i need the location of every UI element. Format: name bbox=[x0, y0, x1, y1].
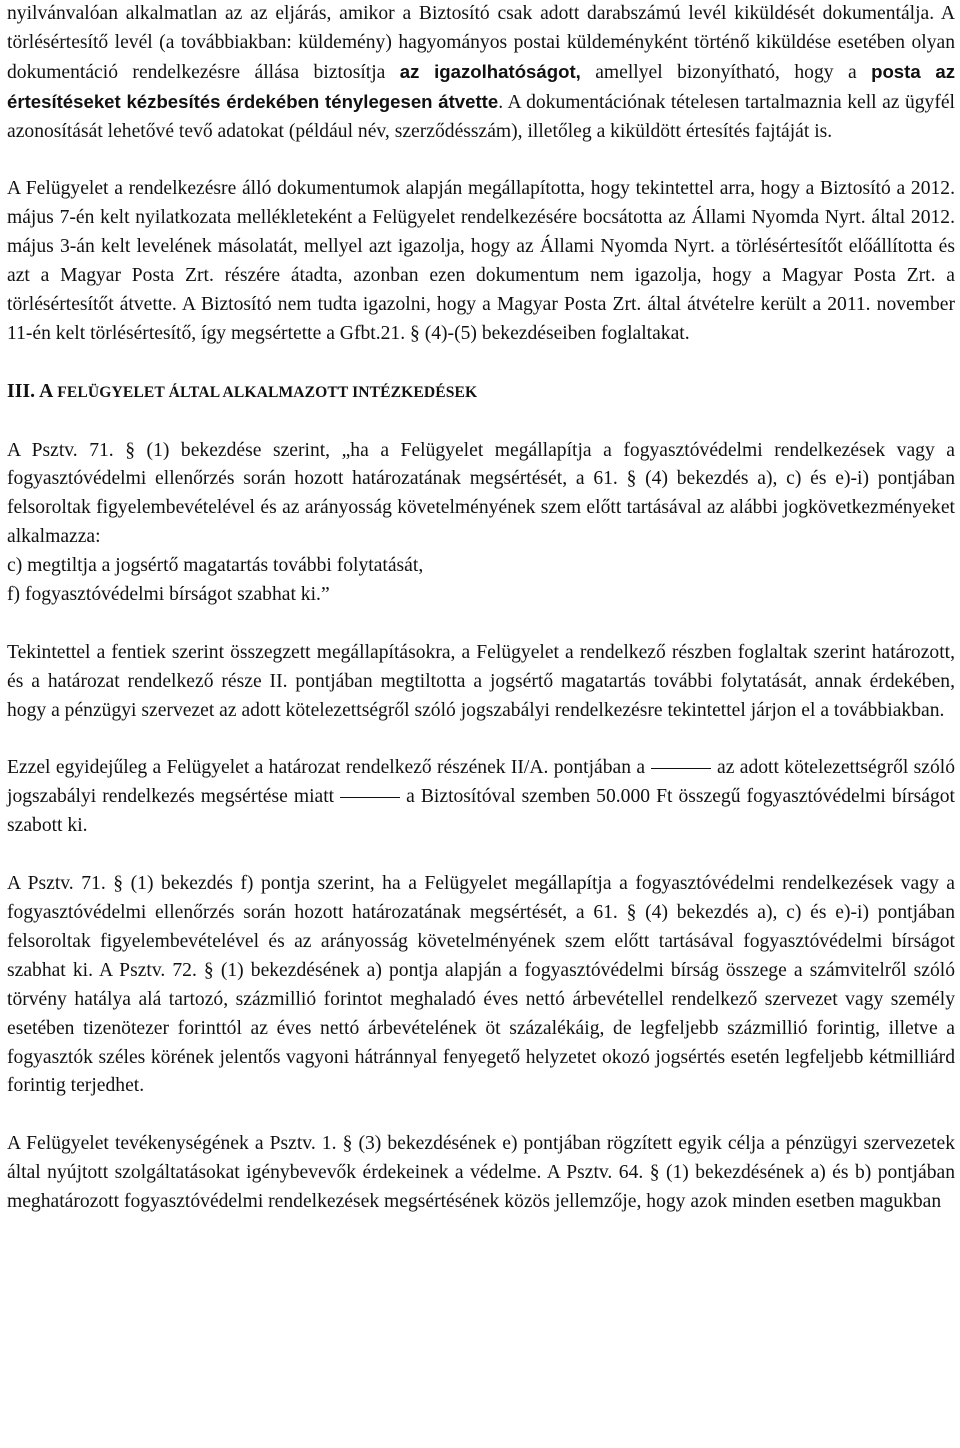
p5-part-c: a Biztosítóval szemben 50.000 Ft összegű fogyasztóvédelmi bírságot szabott ki. bbox=[7, 786, 955, 837]
paragraph-6: A Psztv. 71. § (1) bekezdés f) pontja szerint, ha a Felügyelet megállapítja a fogyasztóvédelmi rendelkezések vagy a fogyasztóvédelmi ellenőrzés során hozott határozatának megsértését, a 61. § (4) bekezdés a), c) és e)-i) pontjában felsoroltak figyelembevételével és az arányosság követelményének szem előtt tartásával fogyasztóvédelmi bírságot szabhat ki. A Psztv. 72. § (1) bekezdésének a) pontja alapján a fogyasztóvédelmi bírság összege a számvitelről szóló törvény hatálya alá tartozó, százmillió forintot meghaladó éves nettó árbevétellel rendelkező szervezet vagy személy esetében tizenötezer forinttól az éves nettó árbevételének öt százalékáig, de legfeljebb százmillió forintig, illetve a fogyasztók széles körének jelentős vagyoni hátránnyal fenyegető helyzetet okozó jogsértés esetén legfeljebb kétmilliárd forintig terjedhet. bbox=[7, 873, 955, 1097]
p1-text-1: nyilvánvalóan alkalmatlan az az eljárás, amikor a Biztosító csak adott darabszámú levél kiküldését dokumentálja. A törlésértesítő levél (a továbbiakban: küldemény) hagyományos postai küldeményként történő kiküldése esetében olyan dokumentáció rendelkezésre állása biztosítja bbox=[7, 3, 955, 83]
paragraph-5 bbox=[7, 754, 955, 841]
heading-title: FELÜGYELET ÁLTAL ALKALMAZOTT INTÉZKEDÉSEK bbox=[57, 383, 478, 401]
em-dash-1 bbox=[651, 768, 711, 769]
document-page bbox=[7, 0, 955, 1217]
p5-part-b: az adott kötelezettségről szóló jogszabályi rendelkezés megsértése miatt bbox=[7, 757, 955, 808]
em-dash-2 bbox=[340, 797, 400, 798]
p1-text-3: . A dokumentációnak tételesen tartalmaznia kell az ügyfél azonosítását lehetővé tevő adatokat (például név, szerződésszám), illetőleg a kiküldött értesítés fajtáját is. bbox=[7, 91, 956, 142]
paragraph-3 bbox=[7, 437, 955, 610]
paragraph-2: A Felügyelet a rendelkezésre álló dokumentumok alapján megállapította, hogy tekintettel arra, hogy a Biztosító a 2012. május 7-én kelt nyilatkozata mellékleteként a Felügyelet rendelkezésére bocsátotta az Állami Nyomda Nyrt. által 2012. május 3-án kelt levelének másolatát, mellyel azt igazolja, hogy az Állami Nyomda Nyrt. a törlésértesítőt előállította és azt a Magyar Posta Zrt. részére átadta, azonban ezen dokumentum nem igazolja, hogy a Magyar Posta Zrt. a törlésértesítőt átvette. A Biztosító nem tudta igazolni, hogy a Magyar Posta Zrt. által átvételre került a 2011. november 11-én kelt törlésértesítő, így megsértette a Gfbt.21. § (4)-(5) bekezdéseiben foglaltakat. bbox=[7, 178, 955, 344]
p3-item-c: c) megtiltja a jogsértő magatartás további folytatását, bbox=[7, 555, 424, 577]
paragraph-1 bbox=[7, 0, 955, 147]
heading-first-letter: A bbox=[39, 380, 53, 402]
p1-bold-1: az igazolhatóságot, bbox=[399, 60, 581, 82]
heading-number: III. bbox=[7, 380, 36, 402]
p3-main: A Psztv. 71. § (1) bekezdése szerint, „ha a Felügyelet megállapítja a fogyasztóvédelmi rendelkezések vagy a fogyasztóvédelmi ellenőrzés során hozott határozatának megsértését, a 61. § (4) bekezdés a), c) és e)-i) pontjában felsoroltak figyelembevételével és az arányosság követelményének szem előtt tartásával az alábbi jogkövetkezményeket alkalmazza: bbox=[7, 439, 955, 548]
p3-item-f: f) fogyasztóvédelmi bírságot szabhat ki.” bbox=[7, 584, 330, 606]
p5-part-a: Ezzel egyidejűleg a Felügyelet a határozat rendelkező részének II/A. pontjában a bbox=[7, 757, 646, 779]
paragraph-4: Tekintettel a fentiek szerint összegzett megállapításokra, a Felügyelet a rendelkező részben foglaltak szerint határozott, és a határozat rendelkező része II. pontjában megtiltotta a jogsértő magatartás további folytatását, annak érdekében, hogy a pénzügyi szervezet az adott kötelezettségről szóló jogszabályi rendelkezésre tekintettel járjon el a továbbiakban. bbox=[7, 641, 955, 721]
paragraph-7: A Felügyelet tevékenységének a Psztv. 1. § (3) bekezdésének e) pontjában rögzített egyik célja a pénzügyi szervezetek által nyújtott szolgáltatásokat igénybevevők érdekeinek a védelme. A Psztv. 64. § (1) bekezdésének a) és b) pontjában meghatározott fogyasztóvédelmi rendelkezések megsértésének közös jellemzője, hogy azok minden esetben magukban bbox=[7, 1133, 955, 1213]
p1-bold-2: posta az értesítéseket kézbesítés érdekében ténylegesen átvette bbox=[7, 60, 956, 112]
section-heading bbox=[7, 378, 955, 408]
p1-text-2: amellyel bizonyítható, hogy a bbox=[580, 61, 872, 83]
